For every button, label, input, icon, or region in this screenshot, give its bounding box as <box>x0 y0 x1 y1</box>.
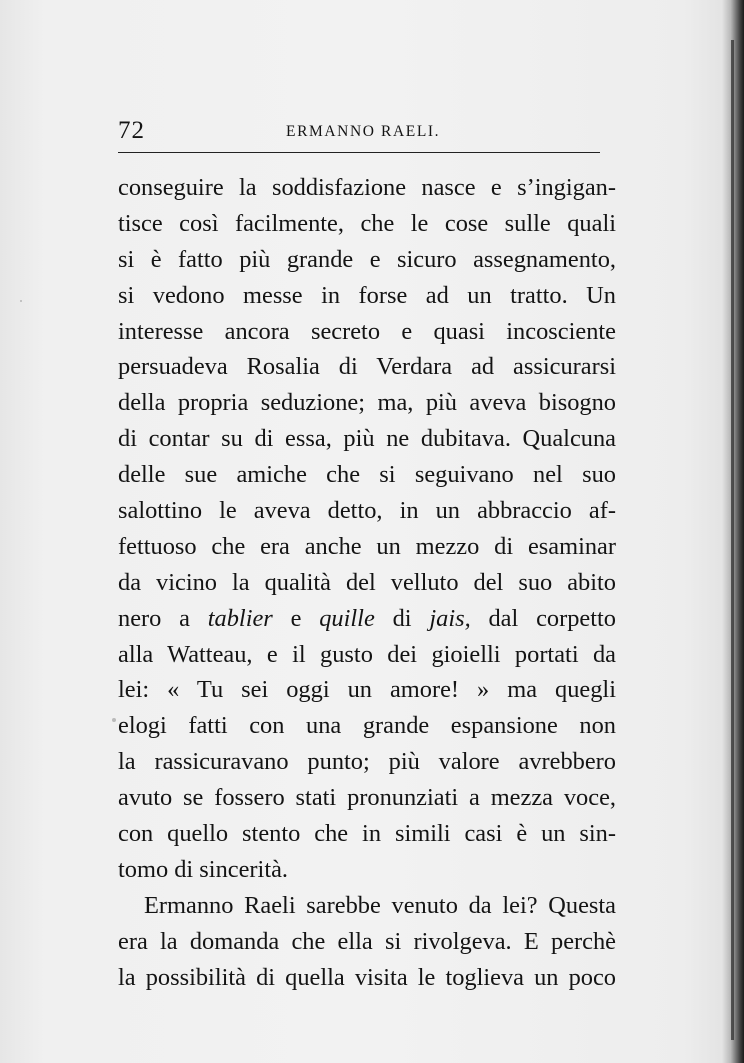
italic-text: jais, <box>429 604 471 632</box>
text-segment: di contar su di essa, più ne dubitava. Qualcuna <box>118 425 616 453</box>
text-segment: della propria seduzione; ma, più aveva bisogno <box>118 389 616 417</box>
text-segment: alla Watteau, e il gusto dei gioielli portati da <box>118 640 616 668</box>
paper-speck <box>20 300 22 302</box>
text-segment: e <box>272 604 320 632</box>
text-segment: dal corpetto <box>470 604 616 632</box>
text-segment: tisce così facilmente, che le cose sulle quali <box>118 209 616 237</box>
text-segment: con quello stento che in simili casi è un sin- <box>118 820 616 848</box>
text-segment: la rassicuravano punto; più valore avrebbero <box>118 748 616 776</box>
text-segment: delle sue amiche che si seguivano nel suo <box>118 461 616 489</box>
text-segment: la possibilità di quella visita le toglieva un poco <box>118 963 616 991</box>
text-segment: nero a <box>118 604 208 632</box>
text-segment: Ermanno Raeli sarebbe venuto da lei? Questa <box>144 891 616 919</box>
page-number: 72 <box>118 117 145 144</box>
text-line <box>118 457 616 493</box>
page-header <box>118 116 604 146</box>
text-segment: avuto se fossero stati pronunziati a mezza voce, <box>118 784 616 812</box>
italic-text: tablier <box>207 604 273 632</box>
text-line <box>118 672 616 708</box>
text-line <box>118 852 616 888</box>
text-line <box>118 888 616 924</box>
text-line <box>118 960 616 996</box>
text-segment: elogi fatti con una grande espansione non <box>118 712 616 740</box>
spine-edge <box>731 40 734 1040</box>
text-segment: conseguire la soddisfazione nasce e s’ingigan- <box>118 174 616 201</box>
text-segment: da vicino la qualità del velluto del suo abito <box>118 568 616 596</box>
text-line <box>118 744 616 780</box>
text-line <box>118 206 616 242</box>
text-line <box>118 708 616 744</box>
text-line <box>118 924 616 960</box>
header-rule <box>118 152 600 153</box>
text-line <box>118 421 616 457</box>
text-segment: salottino le aveva detto, in un abbraccio af- <box>118 497 616 525</box>
text-line <box>118 349 616 385</box>
text-line <box>118 314 616 350</box>
text-line <box>118 529 616 565</box>
text-line <box>118 278 616 314</box>
running-head: ERMANNO RAELI. <box>286 123 441 140</box>
text-segment: di <box>374 604 430 632</box>
text-segment: si vedono messe in forse ad un tratto. Un <box>118 281 616 309</box>
text-segment: interesse ancora secreto e quasi incosciente <box>118 317 616 345</box>
text-line <box>118 637 616 673</box>
text-segment: si è fatto più grande e sicuro assegnamento, <box>118 245 616 273</box>
text-line <box>118 242 616 278</box>
text-line <box>118 780 616 816</box>
text-line <box>118 816 616 852</box>
text-line <box>118 601 616 637</box>
text-segment: lei: « Tu sei oggi un amore! » ma quegli <box>118 676 616 704</box>
text-segment: fettuoso che era anche un mezzo di esaminar <box>118 532 616 560</box>
paper-speck <box>112 718 116 722</box>
body-text <box>118 170 616 995</box>
text-segment: tomo di sincerità. <box>118 855 289 883</box>
text-segment: era la domanda che ella si rivolgeva. E perchè <box>118 927 616 955</box>
text-line <box>118 565 616 601</box>
text-line <box>118 170 616 206</box>
text-line <box>118 385 616 421</box>
text-segment: persuadeva Rosalia di Verdara ad assicurarsi <box>118 353 616 381</box>
text-line <box>118 493 616 529</box>
italic-text: quille <box>319 604 375 632</box>
